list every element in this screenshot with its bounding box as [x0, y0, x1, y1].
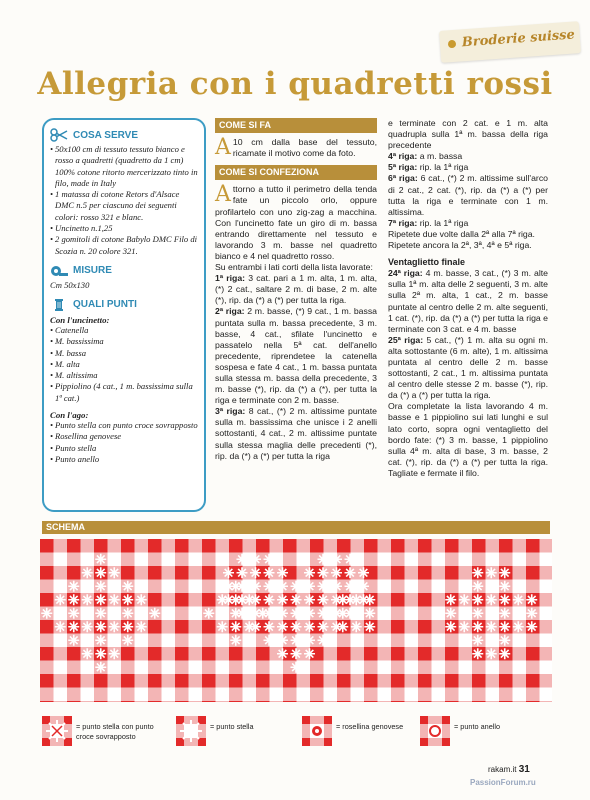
star-stitch: [122, 621, 133, 632]
star-stitch: [109, 594, 120, 605]
star-stitch: [499, 608, 510, 619]
star-stitch: [432, 608, 443, 619]
star-stitch: [364, 621, 375, 632]
star-stitch: [109, 648, 120, 659]
legend-item: [302, 716, 416, 752]
star-stitch: [291, 662, 302, 673]
star-stitch: [486, 621, 497, 632]
tag-label: Broderie suisse: [461, 27, 576, 51]
star-stitch: [230, 621, 241, 632]
instruction-row: [388, 162, 548, 173]
list-item: • Uncinetto n.1,25: [50, 223, 198, 234]
star-stitch: [95, 554, 106, 565]
row-label: 3ª riga:: [215, 406, 246, 417]
star-stitch: [250, 594, 261, 605]
star-stitch: [264, 554, 275, 565]
row-text: rip. la 1ª riga: [419, 162, 469, 173]
star-stitch: [304, 621, 315, 632]
watermark: PassionForum.ru: [470, 778, 536, 787]
star-stitch: [486, 662, 497, 673]
row-text: 4 m. basse, 3 cat., (*) 3 m. alte sulla 1ª m. alta delle 2 seguenti, 3 m. alte sulla 2ª m. alta, 1 cat., 2 m. basse puntate al centro delle 2 m. alte seguenti, 1 cat. (*), rip. da (*) a (*) per tutta la riga e terminate con 3 cat. e 4 m. basse: [388, 268, 548, 334]
cosa-serve-header: [50, 128, 198, 142]
list-item: • M. bassa: [50, 348, 198, 359]
star-stitch: [291, 581, 302, 592]
star-stitch: [526, 608, 537, 619]
confeziona-intro2: Su entrambi i lati corti della lista lavorate:: [215, 262, 373, 273]
ago-list: [50, 420, 198, 465]
star-stitch: [122, 608, 133, 619]
star-stitch: [277, 621, 288, 632]
star-stitch: [109, 635, 120, 646]
star-stitch: [264, 581, 275, 592]
instruction-row: [388, 173, 548, 217]
star-stitch: [445, 608, 456, 619]
star-stitch: [68, 608, 79, 619]
star-stitch: [304, 594, 315, 605]
star-stitch: [136, 608, 147, 619]
star-stitch: [345, 594, 356, 605]
row-label: 6ª riga:: [388, 173, 418, 184]
legend-label: = rosellina genovese: [336, 722, 404, 731]
row-text: rip. la 1ª riga: [419, 217, 469, 228]
list-item: • M. altissima: [50, 370, 198, 381]
star-stitch: [331, 608, 342, 619]
star-stitch: [95, 594, 106, 605]
star-stitch: [331, 567, 342, 578]
star-stitch: [55, 608, 66, 619]
star-stitch: [304, 635, 315, 646]
star-stitch: [237, 608, 248, 619]
star-stitch: [540, 608, 551, 619]
star-stitch: [472, 581, 483, 592]
row-text: 5 cat., (*) 1 m. alta su ogni m. alta sottostante (6 m. alte), 1 m. altissima puntata al centro delle 2 m. basse sottostanti, 2 cat., 1 m. altissima puntata al centro delle stesse 2 m. basse (*), rip. da (*) a (*) per tutta la riga.: [388, 334, 548, 401]
instruction-row: [388, 151, 548, 162]
quali-punti-header: [50, 298, 198, 312]
right-column: [388, 118, 548, 479]
list-item: • Punto stella: [50, 443, 198, 454]
schema-heading: SCHEMA: [42, 521, 550, 534]
instruction-row: [388, 268, 548, 335]
star-stitch: [95, 581, 106, 592]
star-stitch: [345, 581, 356, 592]
star-stitch: [82, 594, 93, 605]
star-stitch: [223, 567, 234, 578]
star-stitch: [149, 608, 160, 619]
star-stitch-icon: [176, 716, 206, 746]
star-stitch: [513, 594, 524, 605]
star-stitch: [459, 621, 470, 632]
thread-spool-icon: [50, 298, 68, 312]
star-stitch: [95, 648, 106, 659]
scissors-icon: [50, 128, 68, 142]
star-stitch: [526, 621, 537, 632]
dropcap: A: [215, 182, 231, 208]
star-stitch: [109, 608, 120, 619]
star-stitch: [486, 567, 497, 578]
star-stitch: [351, 621, 362, 632]
row-text: 3 cat. pari a 1 m. alta, 1 m. alta, (*) 2 cat., saltare 2 m. di base, 2 m. alte (*), rip. da (*) a (*) per tutta la riga.: [215, 273, 377, 306]
star-stitch: [472, 594, 483, 605]
star-stitch: [499, 567, 510, 578]
star-stitch: [513, 581, 524, 592]
star-stitch: [291, 608, 302, 619]
legend-item: [176, 716, 270, 752]
star-stitch: [109, 621, 120, 632]
row-label: 1ª riga:: [215, 273, 246, 284]
star-stitch: [122, 581, 133, 592]
star-stitch: [136, 621, 147, 632]
star-stitch: [264, 621, 275, 632]
star-stitch: [277, 648, 288, 659]
list-item: • Punto stella con punto croce sovrapposto: [50, 420, 198, 431]
row-label: 7ª riga:: [388, 217, 418, 228]
row-text: a m. bassa: [419, 151, 463, 162]
star-stitch: [109, 567, 120, 578]
star-stitch: [291, 594, 302, 605]
misure-heading: MISURE: [73, 265, 112, 277]
come-si-fa-heading: COME SI FA: [215, 118, 377, 133]
star-stitch: [513, 608, 524, 619]
star-stitch: [331, 554, 342, 565]
star-stitch: [250, 554, 261, 565]
star-stitch: [318, 581, 329, 592]
star-stitch: [250, 621, 261, 632]
star-stitch: [237, 594, 248, 605]
materials-list: [50, 144, 198, 257]
star-stitch: [472, 608, 483, 619]
row-text: 2 m. basse, (*) 9 cat., 1 m. bassa puntata sulla m. bassa precedente, 3 m. basse, 4 cat., sfilate l'uncinetto e passatelo nella 5ª cat. dell'anello precedente, riprendetee la catenella sospesa e fate 4 cat., 1 m. bassa puntata sulla stessa m. bassa della precedente, 3 m. basse (*), rip. da (*) a (*), per tutta la riga e terminate con 2 m. basse.: [215, 306, 377, 406]
instruction-row: [215, 306, 377, 406]
continuation-text: e terminate con 2 cat. e 1 m. alta quadrupla sulla 1ª m. bassa della riga precedente: [388, 118, 548, 151]
star-stitch: [291, 621, 302, 632]
star-stitch: [345, 567, 356, 578]
instruction-row: [388, 218, 548, 229]
star-stitch: [304, 608, 315, 619]
confeziona-intro: [215, 184, 377, 262]
star-stitch: [318, 608, 329, 619]
star-stitch: [331, 581, 342, 592]
star-stitch: [82, 608, 93, 619]
star-stitch: [318, 594, 329, 605]
list-item: • Punto anello: [50, 454, 198, 465]
star-stitch: [358, 581, 369, 592]
star-stitch: [230, 635, 241, 646]
row-text: 6 cat., (*) 2 m. altissime sull'arco di 2 cat., 2 cat. (*), rip. da (*) a (*) per tutta la riga e terminate con 1 m. altissima.: [388, 173, 548, 217]
come-si-fa-text: [215, 137, 377, 159]
row-label: 24ª riga:: [388, 268, 423, 279]
page-folio: [488, 764, 530, 775]
star-stitch: [358, 594, 369, 605]
star-stitch: [82, 648, 93, 659]
quali-punti-heading: QUALI PUNTI: [73, 299, 137, 311]
list-item: • Pippiolino (4 cat., 1 m. bassissima sulla 1ª cat.): [50, 381, 198, 404]
list-item: • 50x100 cm di tessuto tessuto bianco e rosso a quadretti (quadretto da 1 cm) 100% cotone ritorto mercerizzato tinto in filo, made in Italy: [50, 144, 198, 189]
star-stitch: [95, 608, 106, 619]
star-stitch: [499, 648, 510, 659]
star-stitch: [41, 608, 52, 619]
star-stitch: [351, 635, 362, 646]
star-stitch: [459, 635, 470, 646]
legend-label: = punto anello: [454, 722, 501, 731]
star-stitch: [472, 648, 483, 659]
genoese-rose-icon: [302, 716, 332, 746]
instruction-row: [388, 335, 548, 402]
dropcap: A: [215, 135, 231, 161]
star-stitch: [68, 581, 79, 592]
star-stitch: [109, 581, 120, 592]
star-stitch: [331, 594, 342, 605]
star-stitch: [364, 608, 375, 619]
star-stitch: [499, 581, 510, 592]
star-stitch: [472, 635, 483, 646]
star-stitch: [250, 581, 261, 592]
materials-box: [42, 118, 206, 512]
star-stitch: [217, 608, 228, 619]
star-stitch: [445, 621, 456, 632]
star-stitch: [250, 567, 261, 578]
star-cross-stitch-icon: [42, 716, 72, 746]
star-stitch: [277, 581, 288, 592]
list-item: • M. bassissima: [50, 336, 198, 347]
star-stitch: [318, 621, 329, 632]
ventaglietto-heading: Ventaglietto finale: [388, 257, 466, 268]
star-stitch: [513, 621, 524, 632]
star-stitch: [513, 635, 524, 646]
uncinetto-label: Con l'uncinetto:: [50, 314, 110, 325]
star-stitch: [345, 554, 356, 565]
ago-label: Con l'ago:: [50, 410, 89, 421]
star-stitch: [95, 621, 106, 632]
star-stitch: [304, 581, 315, 592]
list-item: • 1 matassa di cotone Retors d'Alsace DMC n.5 per ciascuno dei seguenti colori: rosso 321 e blanc.: [50, 189, 198, 223]
star-stitch: [136, 594, 147, 605]
star-stitch: [55, 594, 66, 605]
star-stitch: [486, 581, 497, 592]
star-stitch: [472, 621, 483, 632]
star-stitch: [277, 635, 288, 646]
star-stitch: [526, 594, 537, 605]
final-text: Ora completate la lista lavorando 4 m. basse e 1 pippiolino sui lati lunghi e sul lato corto, sopra ogni ventaglietto del bordo fate: (*) 3 m. basse, 1 pippiolino sulla 4ª m. alta di base, 3 m. basse, 2 cat. (*), rip. da (*) a (*) per tutta la riga. Tagliate e fermate il filo.: [388, 401, 548, 478]
uncinetto-list: [50, 325, 198, 404]
star-stitch: [264, 635, 275, 646]
page-title: Allegria con i quadretti rossi: [37, 66, 553, 102]
star-stitch: [68, 635, 79, 646]
site-name: rakam.it: [488, 765, 517, 774]
star-stitch: [237, 554, 248, 565]
row-label: 5ª riga:: [388, 162, 418, 173]
star-stitch: [217, 621, 228, 632]
row-text: 8 cat., (*) 2 m. altissime puntate sulla m. bassissima che unisce i 2 anelli sottostanti, 4 cat., 2 m. altissime puntate sulla stessa maglia delle precedenti (*), rip. da (*) a (*) per tutta la riga: [215, 406, 377, 461]
star-stitch: [345, 608, 356, 619]
come-si-confeziona-heading: COME SI CONFEZIONA: [215, 165, 377, 180]
star-stitch: [203, 608, 214, 619]
star-stitch: [318, 635, 329, 646]
star-stitch: [499, 621, 510, 632]
misure-value: Cm 50x130: [50, 279, 90, 290]
star-stitch: [459, 581, 470, 592]
star-stitch: [223, 581, 234, 592]
cosa-serve-heading: COSA SERVE: [73, 129, 139, 141]
instruction-row: [215, 406, 377, 461]
star-stitch: [250, 608, 261, 619]
star-stitch: [318, 567, 329, 578]
row-label: 4ª riga:: [388, 151, 418, 162]
star-stitch: [55, 621, 66, 632]
star-stitch: [486, 594, 497, 605]
star-stitch: [472, 567, 483, 578]
star-stitch: [82, 567, 93, 578]
star-stitch: [358, 567, 369, 578]
star-stitch: [486, 648, 497, 659]
star-stitch: [95, 567, 106, 578]
tag-bullet-icon: [448, 40, 457, 49]
star-stitch: [277, 608, 288, 619]
tape-measure-icon: [50, 264, 68, 278]
star-stitch: [122, 594, 133, 605]
section-tag: [439, 21, 581, 63]
star-stitch: [264, 594, 275, 605]
star-stitch: [95, 635, 106, 646]
page-number: 31: [518, 764, 530, 775]
list-item: • Catenella: [50, 325, 198, 336]
star-stitch: [82, 581, 93, 592]
star-stitch: [304, 567, 315, 578]
row-label: 2ª riga:: [215, 306, 245, 317]
star-stitch: [68, 594, 79, 605]
repeat-text: Ripetete due volte dalla 2ª alla 7ª riga.: [388, 228, 535, 239]
star-stitch: [277, 567, 288, 578]
star-stitch: [82, 621, 93, 632]
instruction-row: [215, 273, 377, 306]
star-stitch: [223, 594, 234, 605]
legend-label: = punto stella con punto croce sovrapposto: [76, 722, 154, 741]
star-stitch: [445, 594, 456, 605]
star-stitch: [378, 608, 389, 619]
star-stitch: [304, 648, 315, 659]
star-stitch: [459, 594, 470, 605]
star-stitch: [122, 635, 133, 646]
star-stitch: [459, 608, 470, 619]
middle-column: [215, 118, 377, 462]
star-stitch: [486, 608, 497, 619]
star-stitch: [82, 635, 93, 646]
legend-item: [42, 716, 162, 752]
star-stitch: [291, 648, 302, 659]
gingham-embroidery-chart: [40, 539, 552, 702]
star-stitch: [499, 635, 510, 646]
star-stitch: [318, 554, 329, 565]
star-stitch: [264, 567, 275, 578]
star-stitch: [68, 621, 79, 632]
list-item: • 2 gomitoli di cotone Babylo DMC Filo di Scozia n. 20 colore 321.: [50, 234, 198, 257]
star-stitch: [486, 554, 497, 565]
list-item: • Rosellina genovese: [50, 431, 198, 442]
star-stitch: [237, 567, 248, 578]
row-label: 25ª riga:: [388, 334, 424, 345]
star-stitch: [499, 594, 510, 605]
star-stitch: [291, 635, 302, 646]
misure-header: [50, 264, 198, 278]
come-si-fa-body: 10 cm dalla base del tessuto, ricamate il motivo come da foto.: [232, 137, 377, 159]
star-stitch: [331, 621, 342, 632]
star-stitch: [95, 662, 106, 673]
ring-stitch-icon: [420, 716, 450, 746]
legend-label: = punto stella: [210, 722, 254, 731]
legend-item: [420, 716, 514, 752]
star-stitch: [264, 608, 275, 619]
star-stitch: [277, 594, 288, 605]
confeziona-intro-body: ttorno a tutto il perimetro della tenda fate un piccolo orlo, oppure profilartelo con uno zig-zag a macchina. Con l'uncinetto fate un giro di m. bassa entrando direttamente nel tessuto e lavorando 3 m. basse nel quadretto bianco e 4 nel quadretto rosso.: [215, 184, 377, 261]
list-item: • M. alta: [50, 359, 198, 370]
repeat-text-2: Ripetete ancora la 2ª, 3ª, 4ª e 5ª riga.: [388, 240, 532, 251]
star-stitch: [486, 635, 497, 646]
star-stitch: [237, 581, 248, 592]
